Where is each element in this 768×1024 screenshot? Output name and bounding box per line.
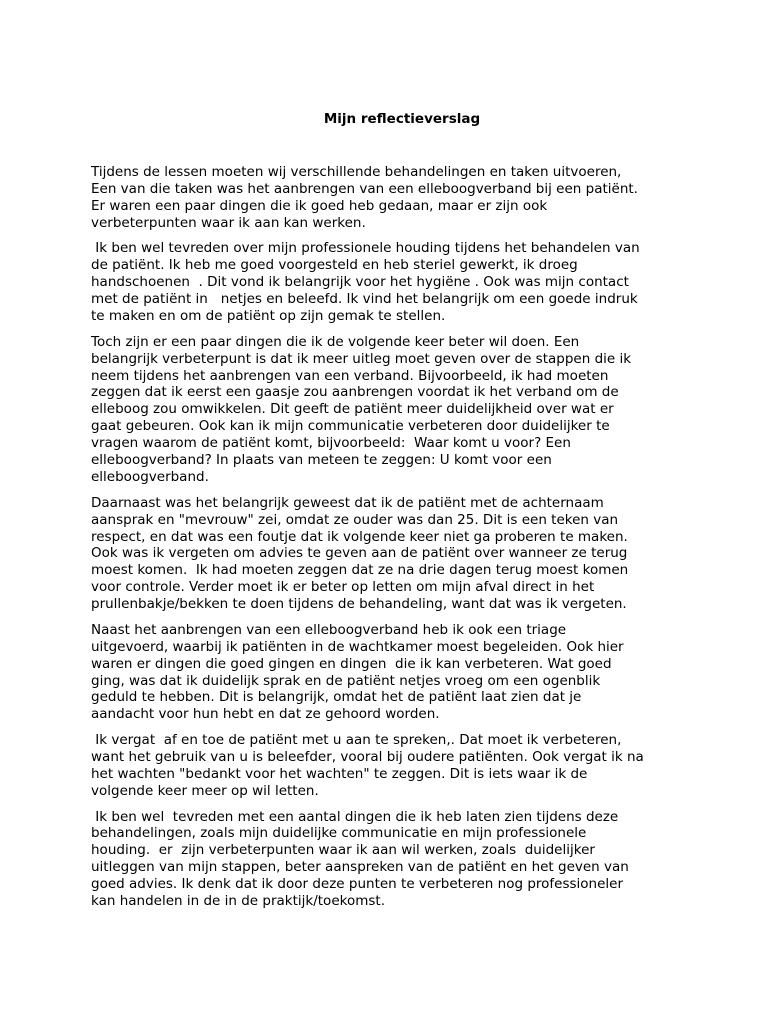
- paragraph-line: uitgevoerd, waarbij ik patiënten in de wachtkamer moest begeleiden. Ook hier: [91, 638, 624, 655]
- paragraph-line: Daarnaast was het belangrijk geweest dat ik de patiënt met de achternaam: [91, 494, 604, 511]
- paragraph-line: te maken en om de patiënt op zijn gemak te stellen.: [91, 308, 446, 325]
- paragraph-line: want het gebruik van u is beleefder, vooral bij oudere patiënten. Ook vergat ik na: [91, 748, 644, 765]
- document-title: Mijn reflectieverslag: [323, 111, 481, 127]
- paragraph: [91, 732, 691, 800]
- paragraph-line: Toch zijn er een paar dingen die ik de volgende keer beter wil doen. Een: [91, 333, 580, 350]
- paragraph-line: elleboogverband? In plaats van meteen te zeggen: U komt voor een: [91, 452, 552, 469]
- paragraph-line: Er waren een paar dingen die ik goed heb gedaan, maar er zijn ook: [91, 197, 548, 214]
- paragraph-line: goed advies. Ik denk dat ik door deze punten te verbeteren nog professioneler: [91, 876, 624, 893]
- paragraph-line: elleboogverband.: [91, 469, 209, 485]
- paragraph-line: Ik ben wel tevreden over mijn professionele houding tijdens het behandelen van: [91, 240, 640, 257]
- paragraph-line: Tijdens de lessen moeten wij verschillende behandelingen en taken uitvoeren,: [91, 164, 622, 180]
- paragraph-line: belangrijk verbeterpunt is dat ik meer uitleg moet geven over de stappen die ik: [91, 350, 632, 367]
- paragraph-line: houding. er zijn verbeterpunten waar ik aan wil werken, zoals duidelijker: [91, 842, 595, 859]
- paragraph-line: geduld te hebben. Dit is belangrijk, omdat het de patiënt laat zien dat je: [91, 689, 582, 706]
- paragraph: [91, 240, 691, 325]
- paragraph-line: met de patiënt in netjes en beleefd. Ik vind het belangrijk om een goede indruk: [91, 291, 638, 308]
- paragraph-line: verbeterpunten waar ik aan kan werken.: [91, 214, 366, 231]
- paragraph-line: respect, en dat was een foutje dat ik volgende keer niet ga proberen te maken.: [91, 528, 628, 545]
- paragraph-line: het wachten "bedankt voor het wachten" te zeggen. Dit is iets waar ik de: [91, 765, 588, 782]
- paragraph-line: neem tijdens het aanbrengen van een verband. Bijvoorbeeld, ik had moeten: [91, 367, 609, 384]
- paragraph-line: ging, was dat ik duidelijk sprak en de patiënt netjes vroeg om een ogenblik: [91, 672, 601, 689]
- paragraph-line: vragen waarom de patiënt komt, bijvoorbeeld: Waar komt u voor? Een: [91, 435, 571, 452]
- paragraph-line: zeggen dat ik eerst een gaasje zou aanbrengen voordat ik het verband om de: [91, 384, 619, 401]
- paragraph: [91, 809, 691, 910]
- paragraph-line: Ook was ik vergeten om advies te geven aan de patiënt over wanneer ze terug: [91, 545, 628, 562]
- paragraph-line: Naast het aanbrengen van een elleboogverband heb ik ook een triage: [91, 621, 567, 638]
- paragraph-line: Een van die taken was het aanbrengen van een elleboogverband bij een patiënt.: [91, 180, 638, 197]
- paragraph-line: voor controle. Verder moet ik er beter op letten om mijn afval direct in het: [91, 579, 595, 596]
- paragraph: [91, 495, 691, 613]
- paragraph-line: Ik vergat af en toe de patiënt met u aan te spreken,. Dat moet ik verbeteren,: [91, 732, 622, 749]
- paragraph-line: waren er dingen die goed gingen en dingen die ik kan verbeteren. Wat goed: [91, 655, 612, 672]
- document-body: [91, 164, 691, 919]
- paragraph-line: gaat gebeuren. Ook kan ik mijn communicatie verbeteren door duidelijker te: [91, 418, 610, 435]
- paragraph-line: kan handelen in de in de praktijk/toekomst.: [91, 893, 385, 910]
- paragraph-line: behandelingen, zoals mijn duidelijke communicatie en mijn professionele: [91, 825, 587, 842]
- paragraph-line: elleboog zou omwikkelen. Dit geeft de patiënt meer duidelijkheid over wat er: [91, 401, 614, 418]
- paragraph-line: de patiënt. Ik heb me goed voorgesteld en heb steriel gewerkt, ik droeg: [91, 257, 578, 274]
- paragraph-line: prullenbakje/bekken te doen tijdens de behandeling, want dat was ik vergeten.: [91, 596, 627, 613]
- paragraph-line: Ik ben wel tevreden met een aantal dingen die ik heb laten zien tijdens deze: [91, 808, 619, 825]
- paragraph-line: handschoenen . Dit vond ik belangrijk voor het hygiëne . Ook was mijn contact: [91, 274, 629, 291]
- paragraph-line: moest komen. Ik had moeten zeggen dat ze na drie dagen terug moest komen: [91, 562, 629, 579]
- paragraph: [91, 164, 691, 232]
- paragraph-line: volgende keer meer op wil letten.: [91, 782, 319, 799]
- paragraph: [91, 622, 691, 723]
- paragraph-line: aansprak en "mevrouw" zei, omdat ze ouder was dan 25. Dit is een teken van: [91, 511, 619, 528]
- paragraph-line: aandacht voor hun hebt en dat ze gehoord worden.: [91, 706, 440, 723]
- paragraph: [91, 334, 691, 486]
- paragraph-line: uitleggen van mijn stappen, beter aanspreken van de patiënt en het geven van: [91, 859, 629, 876]
